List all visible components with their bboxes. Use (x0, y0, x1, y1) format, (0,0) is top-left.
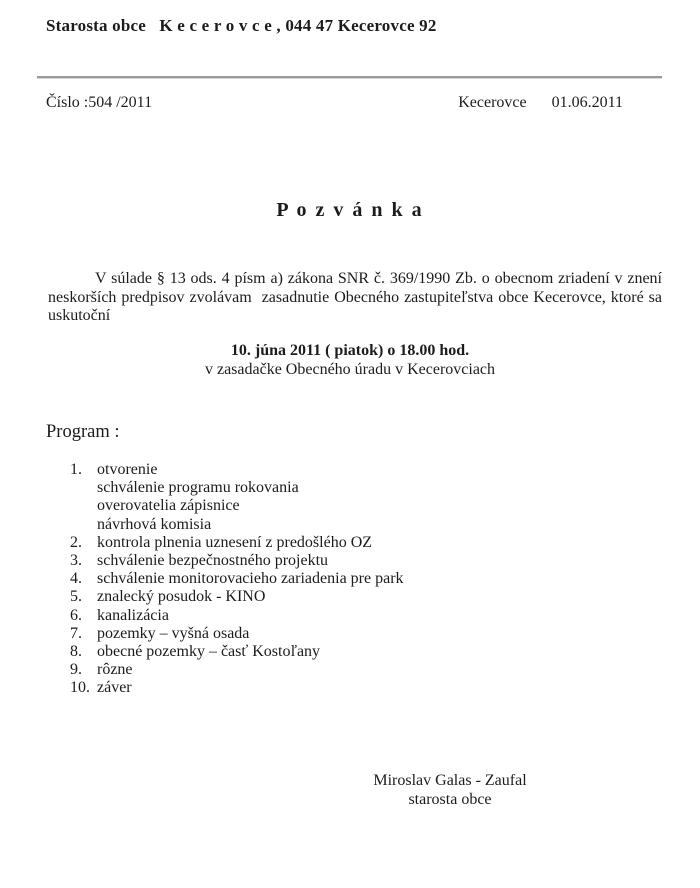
program-item (70, 643, 630, 661)
program-heading: Program : (46, 422, 120, 442)
signature-role: starosta obce (408, 791, 492, 808)
program-item (70, 534, 630, 552)
item-number: 8. (70, 643, 82, 661)
date-label: 01.06.2011 (551, 94, 623, 111)
item-number (70, 479, 97, 497)
place-label: Kecerovce (458, 94, 527, 111)
item-number: 3. (70, 552, 82, 570)
item-text: znalecký posudok - KINO (97, 588, 266, 606)
program-item (70, 570, 630, 588)
item-number: 4. (70, 570, 82, 588)
item-text: návrhová komisia (97, 515, 212, 533)
document-title: P o z v á n k a (276, 199, 424, 221)
letterhead-title: Starosta obce K e c e r o v c e , 044 47 Kecerovce 92 (46, 16, 437, 35)
item-number (70, 497, 97, 515)
program-item (70, 479, 630, 497)
program-item (70, 588, 630, 606)
item-number (70, 516, 97, 534)
item-text: schválenie bezpečnostného projektu (97, 552, 329, 570)
meeting-place: v zasadačke Obecného úradu v Kecerovciach (204, 360, 496, 378)
item-text: záver (97, 679, 132, 697)
item-text: kontrola plnenia uznesení z predošlého OZ (97, 533, 373, 551)
item-text: overovatelia zápisnice (97, 497, 240, 515)
item-text: schválenie monitorovacieho zariadenia pre park (97, 570, 404, 588)
item-number: 1. (70, 461, 82, 478)
program-item (70, 516, 630, 534)
item-text: obecné pozemky – časť Kostoľany (97, 643, 321, 661)
item-number: 7. (70, 624, 82, 642)
reference-number: Číslo :504 /2011 (46, 94, 153, 111)
item-text: schválenie programu rokovania (97, 479, 299, 497)
signature-name: Miroslav Galas - Zaufal (373, 772, 527, 789)
item-number: 6. (70, 606, 82, 624)
item-number: 5. (70, 588, 82, 606)
program-item (70, 497, 630, 515)
item-number: 10. (70, 679, 90, 697)
meeting-datetime: 10. júna 2011 ( piatok) o 18.00 hod. (230, 342, 470, 359)
program-item (70, 661, 630, 679)
reference-row (46, 94, 623, 112)
program-item (70, 679, 630, 697)
signature-block (330, 771, 570, 809)
item-text: rôzne (97, 661, 133, 679)
item-text: otvorenie (97, 461, 158, 478)
meeting-info (0, 342, 700, 379)
program-item (70, 552, 630, 570)
item-text: pozemky – vyšná osada (97, 624, 250, 642)
letterhead-divider (37, 76, 662, 79)
program-item (70, 607, 630, 625)
intro-paragraph: V súlade § 13 ods. 4 písm a) zákona SNR č. 369/1990 Zb. o obecnom zriadení v znení neskorších predpisov zvolávam zasadnutie Obecného zastupiteľstva obce Kecerovce, ktoré sa uskutoční (48, 270, 666, 324)
program-item (70, 461, 630, 479)
place-date (458, 94, 623, 112)
item-text: kanalizácia (97, 606, 169, 624)
item-number: 9. (70, 661, 82, 679)
item-number: 2. (70, 533, 82, 551)
program-item (70, 625, 630, 643)
program-list (70, 461, 630, 698)
